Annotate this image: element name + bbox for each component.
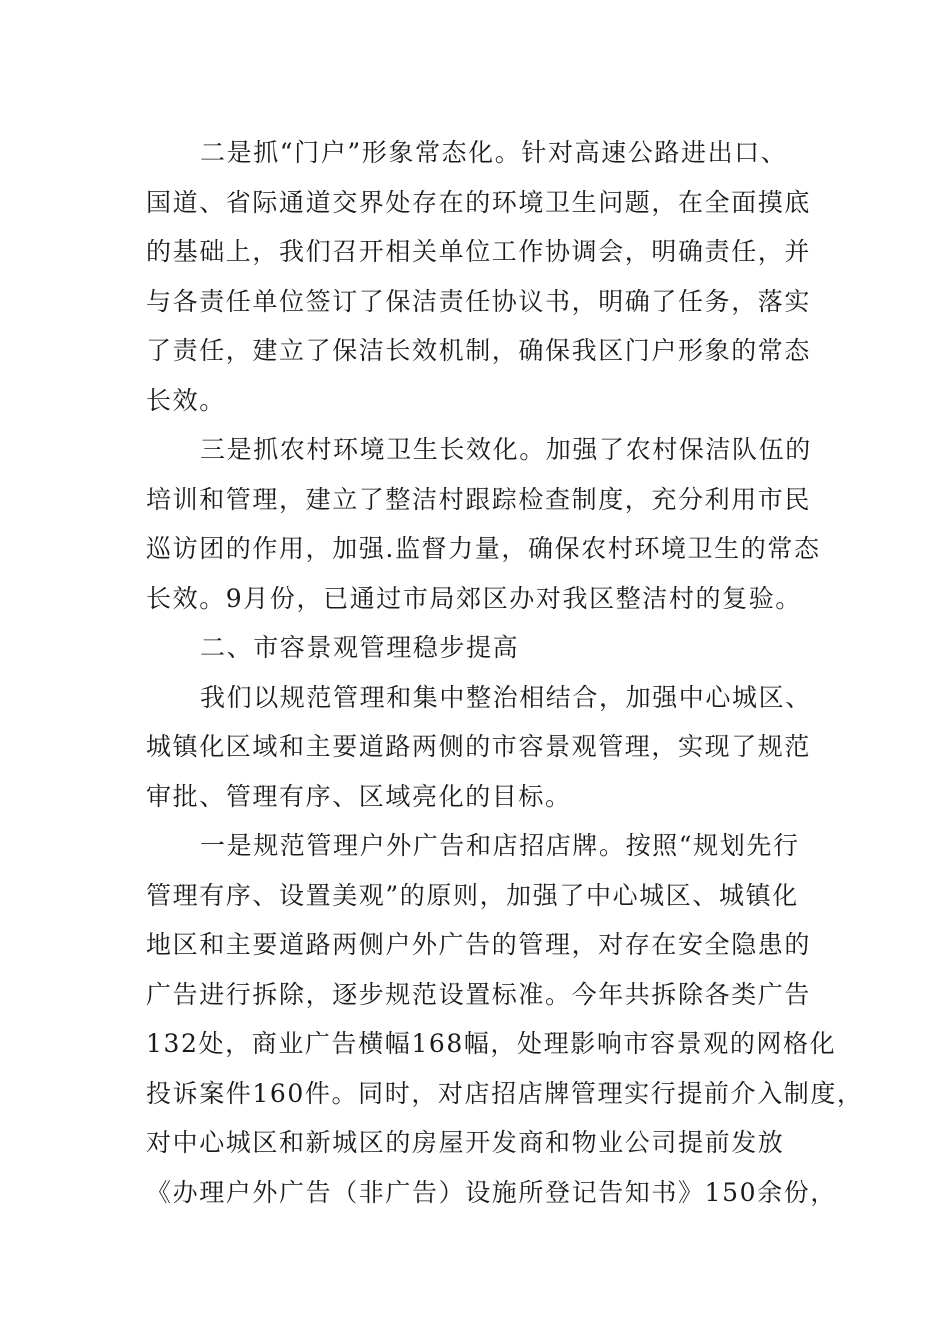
paragraph-line: 广告进行拆除，逐步规范设置标准。今年共拆除各类广告 <box>146 979 812 1009</box>
paragraph-line: 132处，商业广告横幅168幅，处理影响市容景观的网格化 <box>146 1029 837 1058</box>
body-text <box>146 128 864 1217</box>
paragraph-line: 城镇化区域和主要道路两侧的市容景观管理，实现了规范 <box>146 732 812 761</box>
paragraph-line: 一是规范管理户外广告和店招店牌。按照“规划先行 <box>200 831 800 860</box>
paragraph-line: 地区和主要道路两侧户外广告的管理，对存在安全隐患的 <box>146 930 812 959</box>
paragraph-line: 三是抓农村环境卫生长效化。加强了农村保洁队伍的 <box>200 435 812 464</box>
paragraph-line: 长效。9月份，已通过市局郊区办对我区整洁村的复验。 <box>146 583 802 613</box>
paragraph-line: 管理有序、设置美观”的原则，加强了中心城区、城镇化 <box>146 880 799 910</box>
paragraph-line: 的基础上，我们召开相关单位工作协调会，明确责任，并 <box>146 237 812 266</box>
paragraph-line: 对中心城区和新城区的房屋开发商和物业公司提前发放 <box>146 1128 785 1157</box>
paragraph-line: 投诉案件160件。同时，对店招店牌管理实行提前介入制度， <box>146 1078 864 1108</box>
paragraph-line: 长效。 <box>146 385 226 415</box>
section-heading: 二、市容景观管理稳步提高 <box>200 633 520 662</box>
paragraph-line: 培训和管理，建立了整洁村跟踪检查制度，充分利用市民 <box>146 484 812 514</box>
paragraph-line: 了责任，建立了保洁长效机制，确保我区门户形象的常态 <box>146 336 812 365</box>
paragraph-line: 巡访团的作用，加强.监督力量，确保农村环境卫生的常态 <box>146 534 821 563</box>
paragraph-line: 审批、管理有序、区域亮化的目标。 <box>146 781 572 811</box>
paragraph-line: 《办理户外广告（非广告）设施所登记告知书》150余份， <box>146 1177 837 1207</box>
paragraph-line: 与各责任单位签订了保洁责任协议书，明确了任务，落实 <box>146 286 812 316</box>
paragraph-line: 二是抓“门户”形象常态化。针对高速公路进出口、 <box>200 138 788 167</box>
paragraph-line: 我们以规范管理和集中整治相结合，加强中心城区、 <box>200 682 812 712</box>
paragraph-line: 国道、省际通道交界处存在的环境卫生问题，在全面摸底 <box>146 187 812 217</box>
